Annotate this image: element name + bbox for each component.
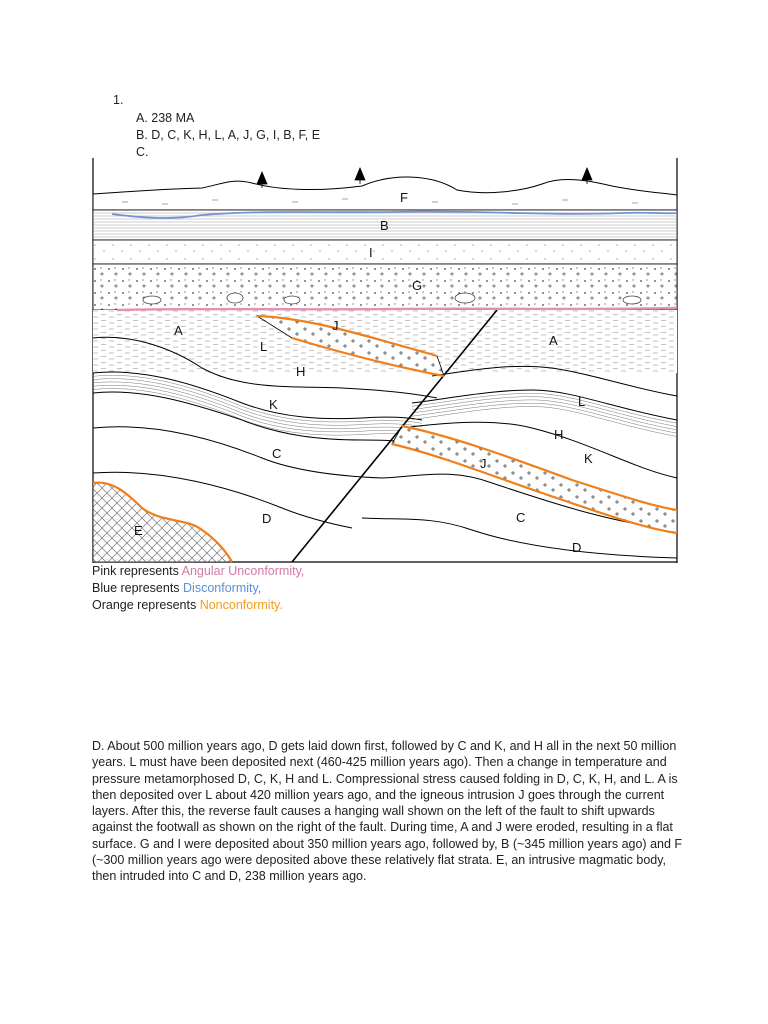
h-hatch-line xyxy=(93,382,422,430)
label-j-right: J xyxy=(480,456,487,471)
legend-blue xyxy=(92,580,304,597)
label-h-left: H xyxy=(296,364,306,379)
h-hatch-line xyxy=(412,400,677,430)
label-a-left: A xyxy=(174,323,183,338)
layer-h-right xyxy=(412,393,677,436)
legend-pink xyxy=(92,563,304,580)
label-j-left: J xyxy=(332,318,339,333)
label-d-right: D xyxy=(572,540,582,555)
h-hatch-line xyxy=(93,389,422,437)
label-l-left: L xyxy=(260,339,268,354)
label-a-right: A xyxy=(549,333,558,348)
layer-g xyxy=(93,264,677,310)
legend-pink-prefix: Pink represents xyxy=(92,564,182,578)
h-hatch-line xyxy=(93,379,422,427)
intrusion-e xyxy=(93,483,232,562)
legend xyxy=(92,563,304,614)
label-k-right: K xyxy=(584,451,593,466)
answer-b: B. D, C, K, H, L, A, J, G, I, B, F, E xyxy=(136,128,321,142)
legend-pink-term: Angular Unconformity, xyxy=(181,564,305,578)
answer-list xyxy=(136,110,320,161)
label-i: I xyxy=(369,245,373,260)
legend-blue-prefix: Blue represents xyxy=(92,581,184,595)
explanation-paragraph: D. About 500 million years ago, D gets laid down first, followed by C and K, and H all in the next 50 million years. L must have been deposited next (460-425 million years ago). Then a change in temperature and pressure metamorphosed D, C, K, H and L. Compressional stress caused folding in D, C, K, H, and L. A is then deposited over L about 420 million years ago, and the igneous intrusion J goes through the current layers. After this, the reverse fault causes a hanging wall shown on the left of the fault to shift upwards against the footwall as shown on the right of the fault. During time, A and J were eroded, resulting in a flat surface. G and I were deposited about 350 million years ago, followed by, B (~345 million years ago) and F (~300 million years ago were deposited above these relatively flat strata. E, an intrusive magmatic body, then intruded into C and D, 238 million years ago. xyxy=(92,739,683,884)
h-hatch-line xyxy=(93,375,422,423)
geologic-cross-section xyxy=(92,158,678,563)
label-d-left: D xyxy=(262,511,272,526)
label-c-right: C xyxy=(516,510,526,525)
answer-c: C. xyxy=(136,145,149,159)
label-h-right: H xyxy=(554,427,564,442)
question-number: 1. xyxy=(113,93,124,107)
label-e: E xyxy=(134,523,143,538)
answer-a: A. 238 MA xyxy=(136,111,195,125)
label-b: B xyxy=(380,218,389,233)
label-k-left: K xyxy=(269,397,278,412)
legend-orange xyxy=(92,597,304,614)
legend-orange-prefix: Orange represents xyxy=(92,598,200,612)
angular-unconformity-line xyxy=(117,308,677,310)
layer-f xyxy=(93,177,677,210)
label-c-left: C xyxy=(272,446,282,461)
label-g: G xyxy=(412,278,423,293)
h-hatch-line xyxy=(412,403,677,433)
label-f: F xyxy=(400,190,408,205)
label-l-right: L xyxy=(578,394,586,409)
legend-orange-term: Nonconformity. xyxy=(199,598,283,612)
tree-icon xyxy=(355,168,365,184)
intrusion-j-right xyxy=(392,426,677,533)
legend-blue-term: Disconformity, xyxy=(183,581,262,595)
layer-i xyxy=(93,240,677,264)
